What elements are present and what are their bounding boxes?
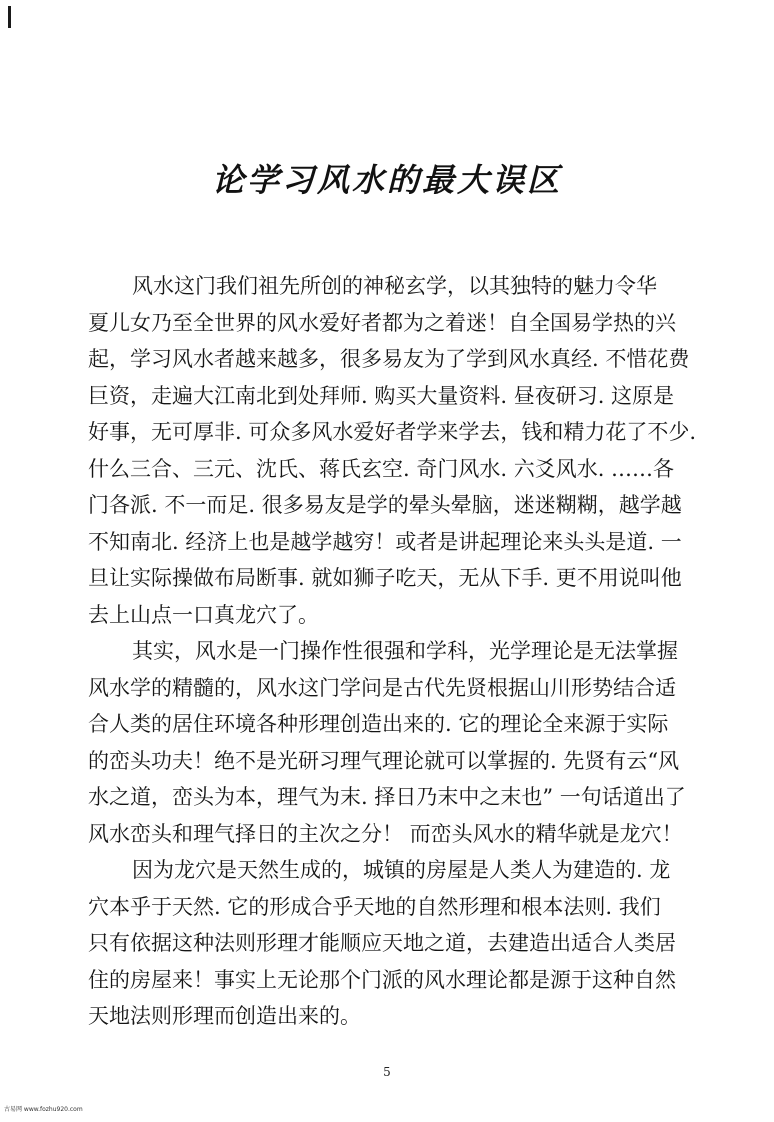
scan-edge-mark: [8, 6, 11, 28]
paragraph-2: [88, 633, 700, 852]
text-line: 风水这门我们祖先所创的神秘玄学，以其独特的魅力令华: [132, 274, 657, 298]
text-line: 好事，无可厚非. 可众多风水爱好者学来学去，钱和精力花了不少.: [88, 420, 697, 444]
text-line: 合人类的居住环境各种形理创造出来的. 它的理论全来源于实际: [88, 712, 669, 736]
text-line: 门各派. 不一而足. 很多易友是学的晕头晕脑，迷迷糊糊，越学越: [88, 493, 682, 517]
article-body: [88, 268, 700, 1035]
text-line: 天地法则形理而创造出来的。: [88, 1004, 361, 1028]
text-line: 巨资，走遍大江南北到处拜师. 购买大量资料. 昼夜研习. 这原是: [88, 383, 675, 408]
text-line: 起，学习风水者越来越多，很多易友为了学到风水真经. 不惜花费: [88, 347, 690, 371]
text-line: 什么三合、三元、沈氏、蒋氏玄空. 奇门风水. 六爻风水. ……各: [88, 456, 675, 481]
text-line: 夏儿女乃至全世界的风水爱好者都为之着迷！自全国易学热的兴: [88, 310, 676, 335]
text-line: 水之道，峦头为本，理气为末. 择日乃末中之末也” 一句话道出了: [88, 785, 686, 809]
page-number: 5: [383, 1065, 391, 1079]
text-line: 只有依据这种法则形理才能顺应天地之道，去建造出适合人类居: [88, 931, 676, 955]
text-line: 住的房屋来！事实上无论那个门派的风水理论都是源于这种自然: [88, 967, 676, 992]
text-line: 旦让实际操做布局断事. 就如狮子吃天，无从下手. 更不用说叫他: [88, 566, 682, 590]
paragraph-1: [88, 268, 700, 633]
text-line: 去上山点一口真龙穴了。: [88, 602, 319, 627]
site-watermark: 古易网 www.fozhu920.com: [4, 1106, 83, 1113]
text-line: 风水学的精髓的，风水这门学问是古代先贤根据山川形势结合适: [88, 675, 676, 700]
text-line: 穴本乎于天然. 它的形成合乎天地的自然形理和根本法则. 我们: [88, 894, 661, 919]
text-line: 因为龙穴是天然生成的，城镇的房屋是人类人为建造的. 龙: [132, 858, 671, 882]
text-line: 的峦头功夫！绝不是光研习理气理论就可以掌握的. 先贤有云“风: [88, 748, 680, 773]
page-title: 论学习风水的最大误区: [211, 161, 562, 199]
text-line: 其实，风水是一门操作性很强和学科，光学理论是无法掌握: [132, 639, 678, 663]
text-line: 不知南北. 经济上也是越学越穷！或者是讲起理论来头头是道. 一: [88, 529, 682, 554]
paragraph-3: [88, 852, 700, 1035]
text-line: 风水峦头和理气择日的主次之分！ 而峦头风水的精华就是龙穴！: [88, 821, 683, 846]
